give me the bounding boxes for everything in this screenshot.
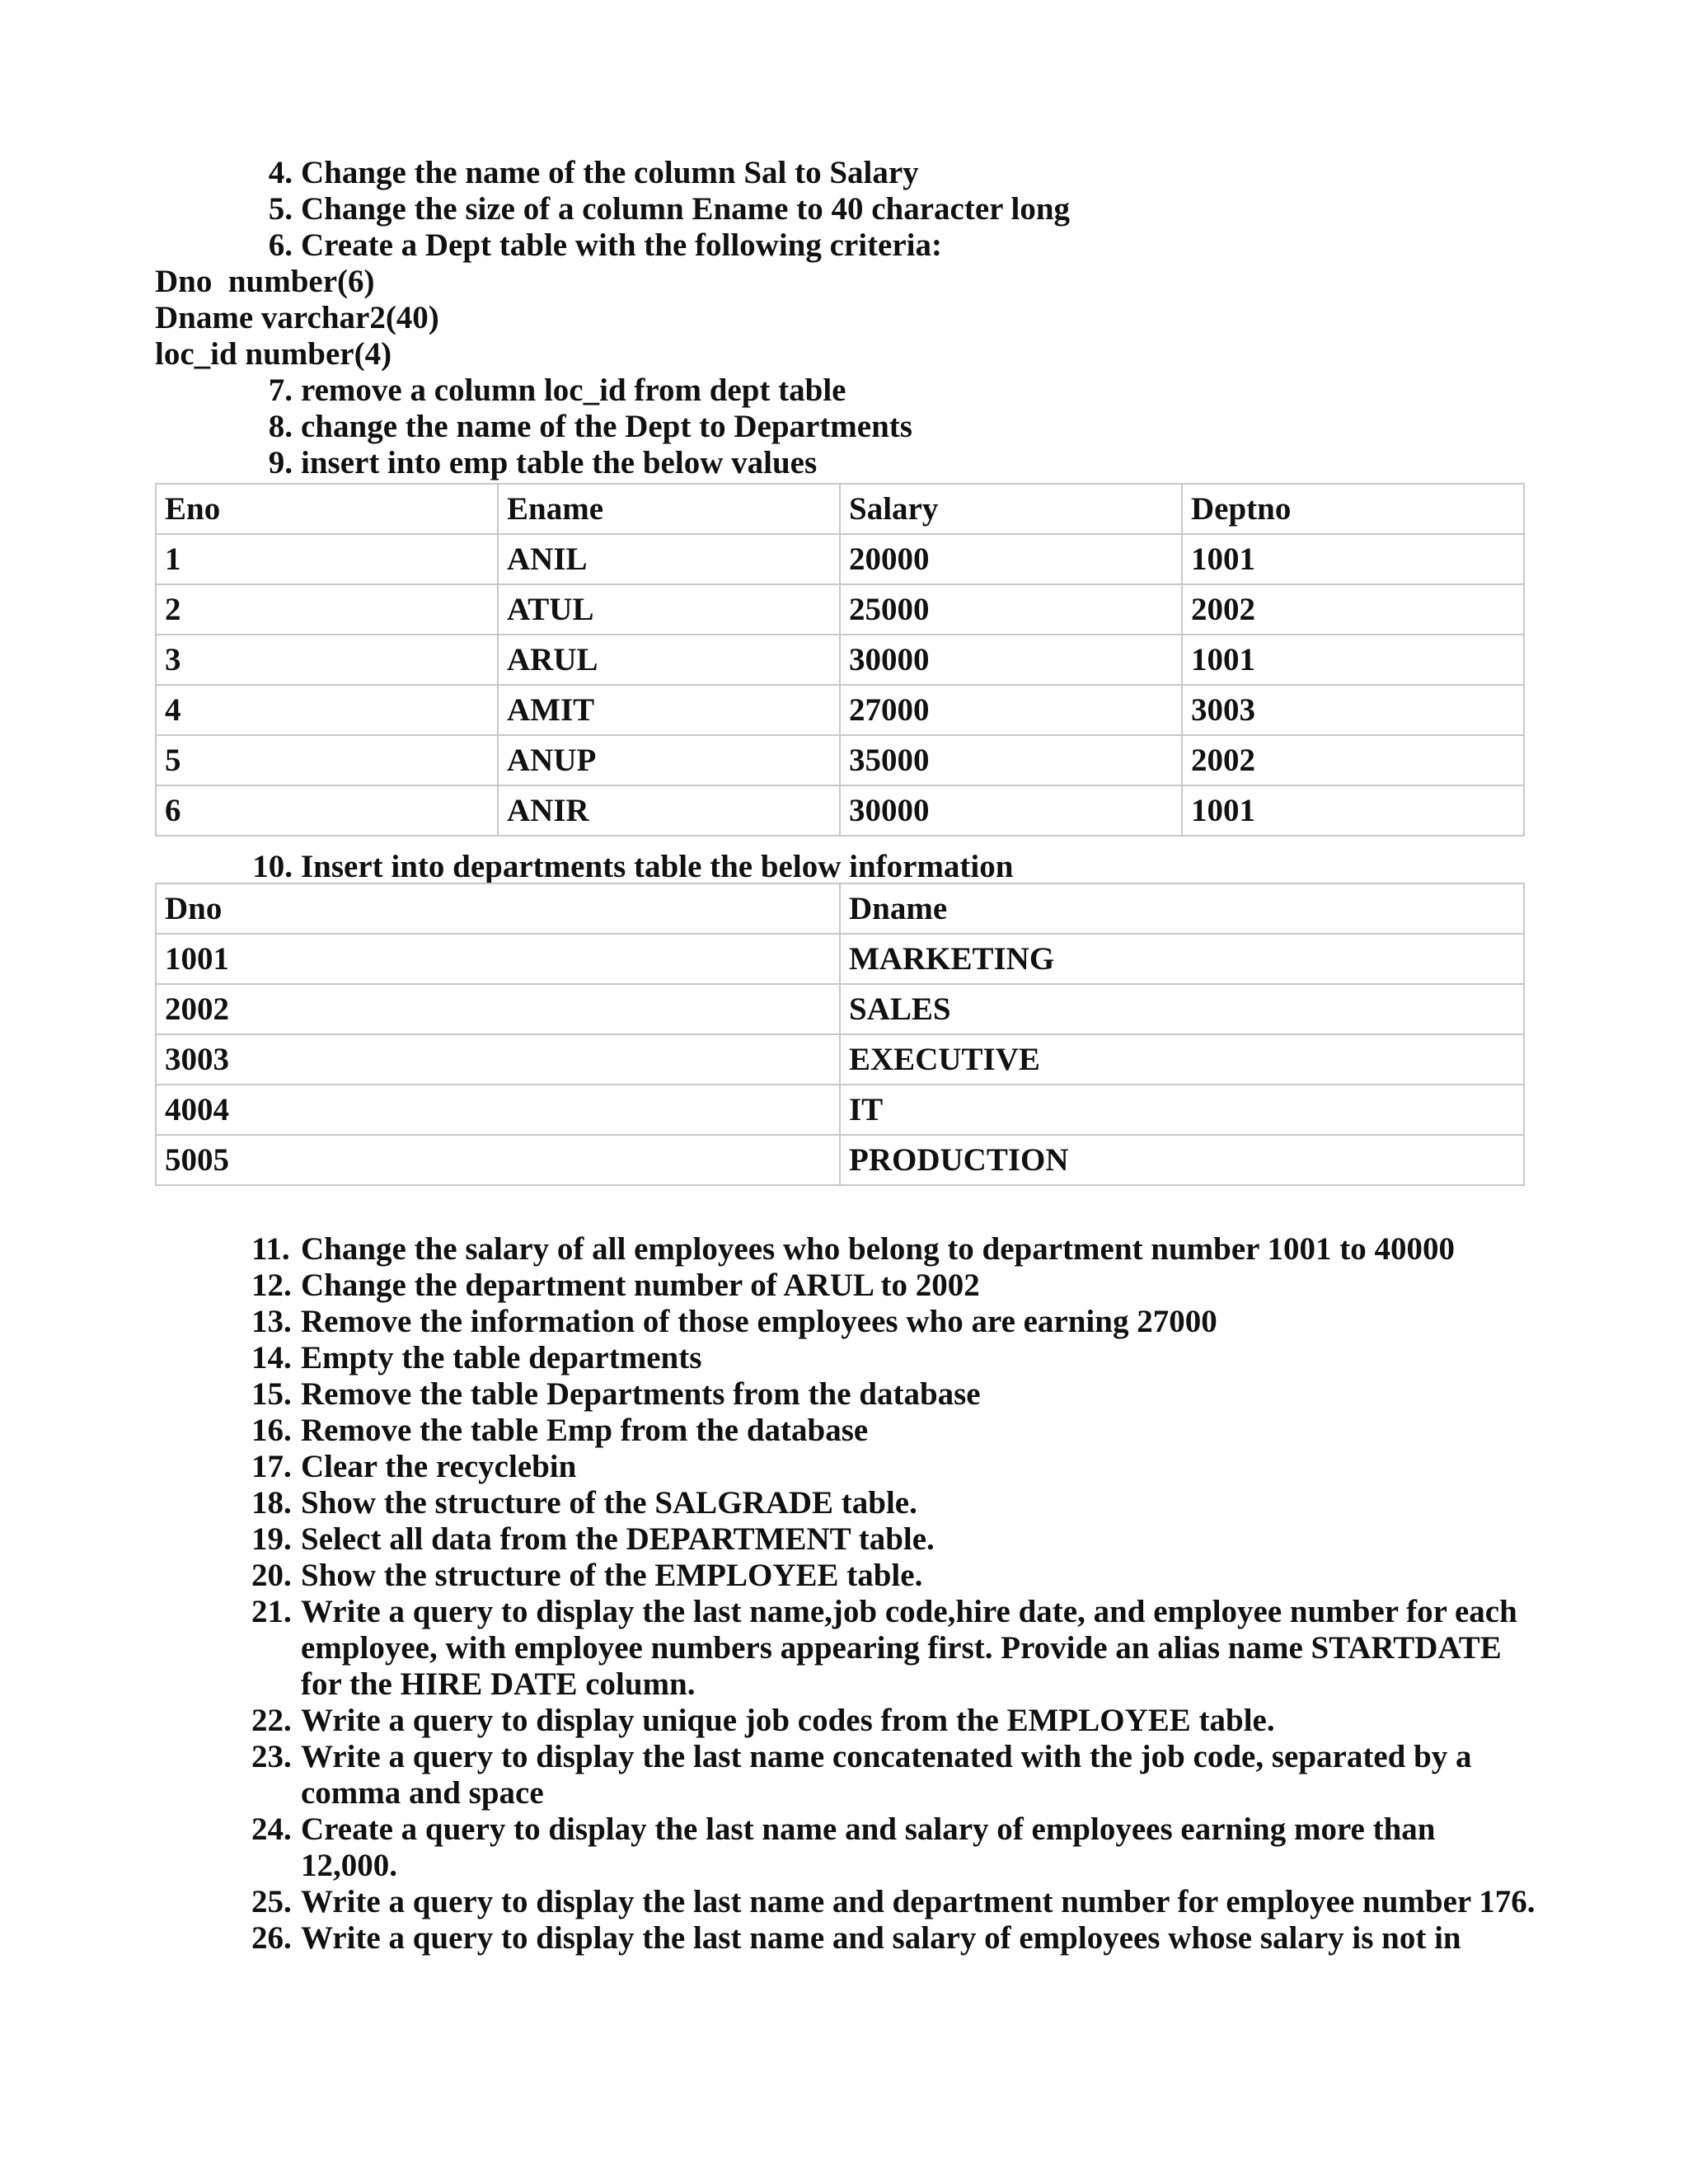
item-text: change the name of the Dept to Departments [301, 409, 912, 444]
table-row [156, 584, 1524, 635]
table-cell: 4 [156, 685, 498, 735]
item-number: 26. [251, 1920, 292, 1956]
item-number: 16. [251, 1413, 292, 1448]
spec-line: Dname varchar2(40) [155, 300, 439, 335]
item-number: 10. [252, 849, 293, 884]
item-number: 4. [268, 155, 293, 190]
table-cell: 3003 [1182, 685, 1524, 735]
table-cell: 6 [156, 785, 498, 836]
item-text: Create a query to display the last name and salary of employees earning more than 12,000. [301, 1811, 1436, 1883]
list-item [251, 849, 1537, 885]
item-text: Remove the table Emp from the database [301, 1413, 869, 1448]
table-cell: IT [840, 1085, 1524, 1135]
table-cell: 25000 [840, 584, 1182, 635]
table-cell: 2002 [156, 984, 840, 1034]
item-text: Write a query to display the last name and department number for employee number 176. [301, 1884, 1536, 1919]
table-row [156, 1034, 1524, 1085]
table-cell: 3 [156, 635, 498, 685]
item-number: 19. [251, 1521, 292, 1557]
list-item [251, 1703, 1537, 1739]
table-cell: 1001 [1182, 635, 1524, 685]
list-item [251, 191, 1537, 227]
list-item [251, 1340, 1537, 1376]
item-number: 5. [268, 191, 293, 227]
list-item [251, 1920, 1537, 1957]
item-number: 14. [251, 1340, 292, 1376]
table-cell: ATUL [498, 584, 840, 635]
list-item [251, 1558, 1537, 1594]
item-text: Change the salary of all employees who belong to department number 1001 to 40000 [301, 1231, 1455, 1267]
list-item [251, 445, 1537, 481]
header-cell: Dno [156, 883, 840, 934]
table-cell: 27000 [840, 685, 1182, 735]
item-number: 7. [268, 373, 293, 408]
list-item [251, 1739, 1537, 1811]
table-cell: 35000 [840, 735, 1182, 785]
item-text: Empty the table departments [301, 1340, 702, 1376]
list-item [251, 1884, 1537, 1920]
item-number: 20. [251, 1558, 292, 1593]
item-text: Select all data from the DEPARTMENT table. [301, 1521, 935, 1557]
table-row [156, 735, 1524, 785]
item-text: Write a query to display unique job codes from the EMPLOYEE table. [301, 1703, 1275, 1738]
table-row [156, 1135, 1524, 1185]
item-number: 17. [251, 1449, 292, 1484]
task-item-10 [251, 849, 1537, 885]
header-cell: Ename [498, 484, 840, 534]
list-item [251, 1304, 1537, 1340]
header-cell: Deptno [1182, 484, 1524, 534]
table-cell: EXECUTIVE [840, 1034, 1524, 1085]
table-cell: ANUP [498, 735, 840, 785]
table-cell: ANIR [498, 785, 840, 836]
spec-line: Dno number(6) [155, 264, 375, 299]
table-cell: 5 [156, 735, 498, 785]
list-item [251, 409, 1537, 445]
item-number: 22. [251, 1703, 292, 1738]
table-cell: 1 [156, 534, 498, 584]
item-number: 23. [251, 1739, 292, 1774]
table-cell: SALES [840, 984, 1524, 1034]
item-number: 8. [268, 409, 293, 444]
table-row [156, 785, 1524, 836]
item-text: Insert into departments table the below information [301, 849, 1014, 884]
item-text: Write a query to display the last name,job code,hire date, and employee number for each employee, with employee numbers appearing first. Provide an alias name STARTDATE for the HIRE DATE column. [301, 1594, 1517, 1702]
item-number: 15. [251, 1376, 292, 1412]
table-cell: 2002 [1182, 584, 1524, 635]
item-number: 11. [251, 1231, 290, 1267]
item-number: 6. [268, 227, 293, 263]
list-item [251, 1231, 1537, 1268]
item-number: 18. [251, 1485, 292, 1521]
spec-line: loc_id number(4) [155, 336, 392, 372]
table-cell: 1001 [1182, 785, 1524, 836]
table-cell: ARUL [498, 635, 840, 685]
list-item [251, 1521, 1537, 1558]
header-cell: Dname [840, 883, 1524, 934]
item-text: Write a query to display the last name concatenated with the job code, separated by a comma and space [301, 1739, 1472, 1811]
item-text: Change the size of a column Ename to 40 character long [301, 191, 1071, 227]
table-cell: 2 [156, 584, 498, 635]
item-text: Remove the table Departments from the database [301, 1376, 981, 1412]
table-cell: 2002 [1182, 735, 1524, 785]
table-cell: 5005 [156, 1135, 840, 1185]
item-text: Write a query to display the last name and salary of employees whose salary is not in [301, 1920, 1461, 1956]
task-list-bottom [251, 1231, 1537, 1957]
dept-table [155, 883, 1525, 1186]
list-item [251, 1594, 1537, 1703]
emp-table [155, 483, 1525, 837]
header-cell: Salary [840, 484, 1182, 534]
item-number: 9. [268, 445, 293, 480]
table-cell: 20000 [840, 534, 1182, 584]
item-number: 25. [251, 1884, 292, 1919]
table-cell: 1001 [1182, 534, 1524, 584]
list-item [251, 155, 1537, 191]
table-cell: MARKETING [840, 934, 1524, 984]
item-text: Change the name of the column Sal to Salary [301, 155, 919, 190]
item-text: Remove the information of those employees who are earning 27000 [301, 1304, 1217, 1339]
item-text: Clear the recyclebin [301, 1449, 577, 1484]
table-row [156, 685, 1524, 735]
table-row [156, 1085, 1524, 1135]
item-number: 21. [251, 1594, 292, 1629]
table-cell: ANIL [498, 534, 840, 584]
table-header-row [156, 883, 1524, 934]
header-cell: Eno [156, 484, 498, 534]
item-text: Show the structure of the EMPLOYEE table. [301, 1558, 923, 1593]
list-item [251, 1413, 1537, 1449]
item-text: Change the department number of ARUL to 2002 [301, 1268, 980, 1303]
item-number: 24. [251, 1811, 292, 1847]
item-number: 13. [251, 1304, 292, 1339]
table-row [156, 984, 1524, 1034]
table-row [156, 534, 1524, 584]
table-row [156, 635, 1524, 685]
table-cell: 1001 [156, 934, 840, 984]
item-text: remove a column loc_id from dept table [301, 373, 846, 408]
table-cell: 30000 [840, 785, 1182, 836]
table-cell: 30000 [840, 635, 1182, 685]
task-list-top [251, 155, 1537, 264]
item-text: insert into emp table the below values [301, 445, 818, 480]
table-cell: AMIT [498, 685, 840, 735]
list-item [251, 1376, 1537, 1413]
table-cell: 3003 [156, 1034, 840, 1085]
item-text: Show the structure of the SALGRADE table. [301, 1485, 917, 1521]
list-item [251, 1449, 1537, 1485]
list-item [251, 1268, 1537, 1304]
table-row [156, 934, 1524, 984]
list-item [251, 373, 1537, 409]
list-item [251, 227, 1537, 264]
table-cell: 4004 [156, 1085, 840, 1135]
list-item [251, 1811, 1537, 1884]
task-list-mid [251, 373, 1537, 481]
item-number: 12. [251, 1268, 292, 1303]
table-header-row [156, 484, 1524, 534]
item-text: Create a Dept table with the following criteria: [301, 227, 943, 263]
table-cell: PRODUCTION [840, 1135, 1524, 1185]
dept-spec [155, 264, 439, 373]
list-item [251, 1485, 1537, 1521]
